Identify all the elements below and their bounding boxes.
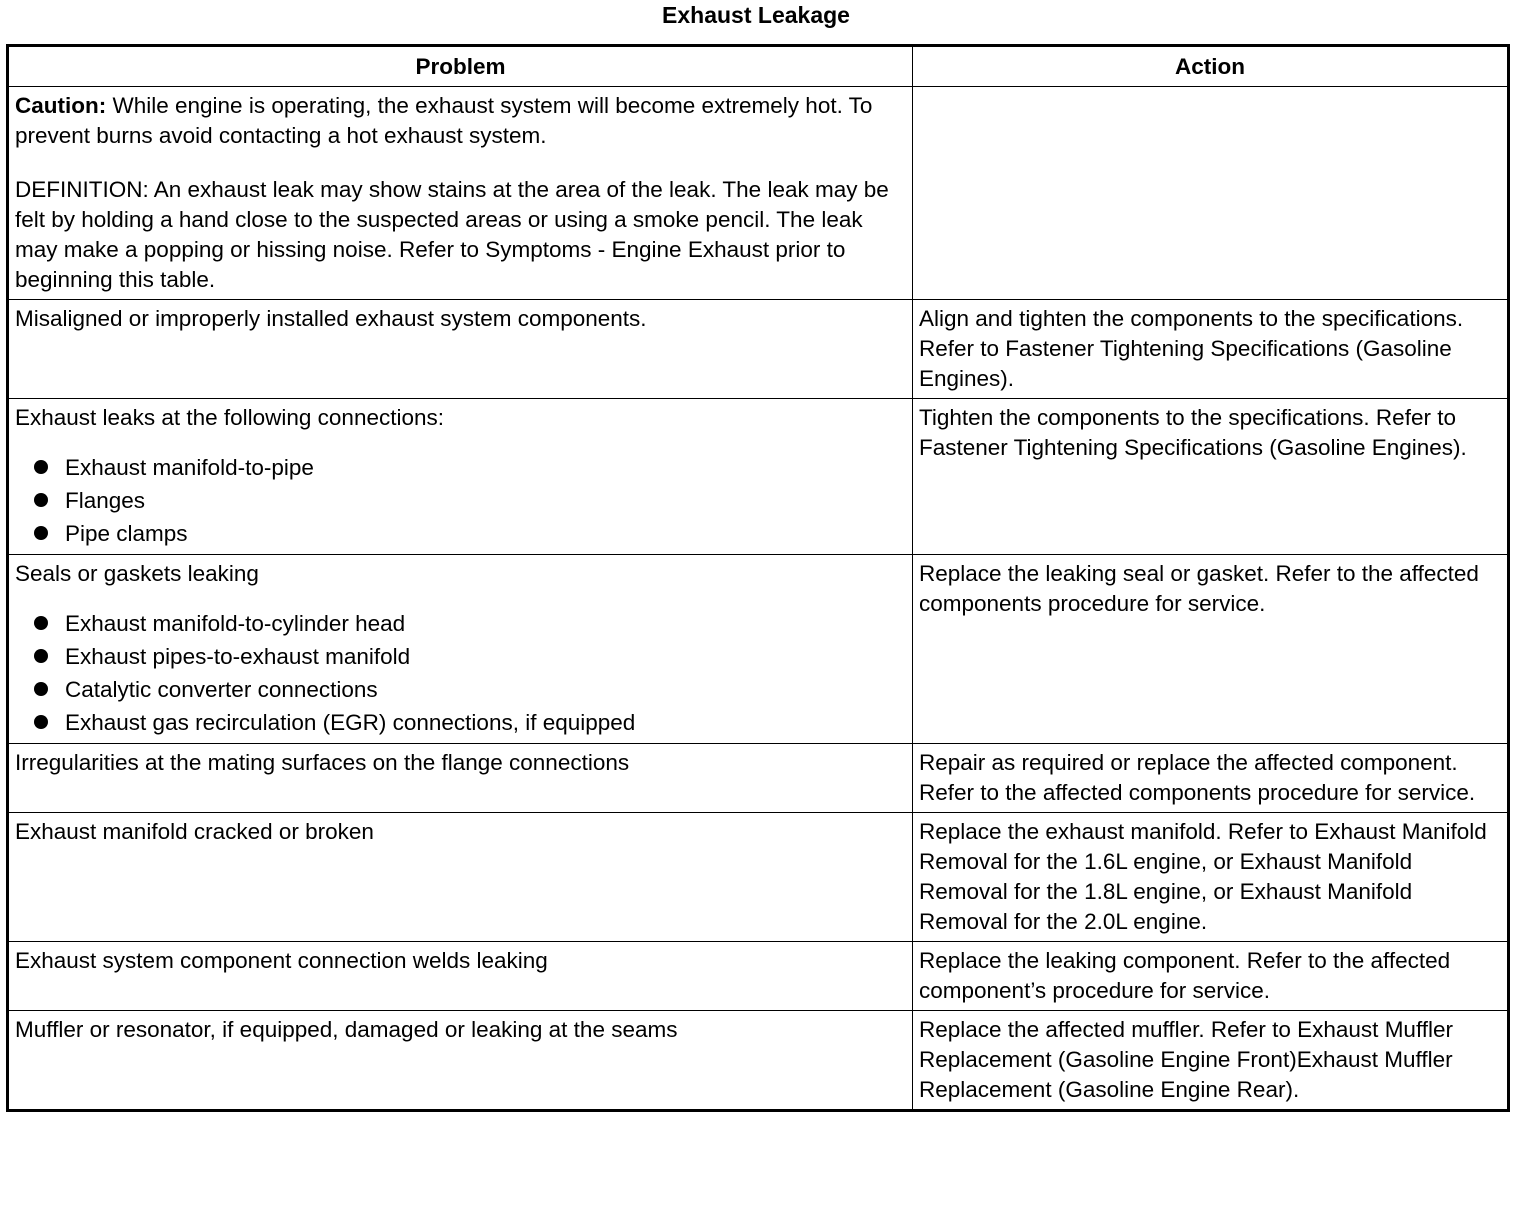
connection-list	[15, 451, 906, 550]
table-header-row	[8, 46, 1509, 87]
table-row	[8, 744, 1509, 813]
problem-cell: Misaligned or improperly installed exhaust system components.	[8, 300, 913, 399]
action-cell: Replace the affected muffler. Refer to Exhaust Muffler Replacement (Gasoline Engine Front)Exhaust Muffler Replacement (Gasoline Engine Rear).	[913, 1011, 1509, 1111]
list-item	[15, 607, 906, 640]
list-item-label: Exhaust pipes-to-exhaust manifold	[65, 644, 411, 669]
bullet-icon	[34, 682, 48, 696]
action-cell: Align and tighten the components to the specifications. Refer to Fastener Tightening Specifications (Gasoline Engines).	[913, 300, 1509, 399]
bullet-icon	[34, 715, 48, 729]
bullet-icon	[34, 493, 48, 507]
caution-note	[15, 91, 906, 151]
list-item-label: Exhaust manifold-to-cylinder head	[65, 611, 406, 636]
problem-text: Seals or gaskets leaking	[15, 561, 259, 586]
problem-column-header: Problem	[8, 46, 913, 87]
list-item-label: Pipe clamps	[65, 521, 188, 546]
intro-row	[8, 87, 1509, 300]
list-item	[15, 484, 906, 517]
list-item-label: Exhaust manifold-to-pipe	[65, 455, 314, 480]
table-row	[8, 555, 1509, 744]
definition-note: DEFINITION: An exhaust leak may show stains at the area of the leak. The leak may be felt by holding a hand close to the suspected areas or using a smoke pencil. The leak may make a popping or hissing noise. Refer to Symptoms - Engine Exhaust prior to beginning this table.	[15, 177, 889, 292]
table-row	[8, 300, 1509, 399]
problem-cell: Exhaust system component connection welds leaking	[8, 942, 913, 1011]
action-cell: Replace the leaking seal or gasket. Refer to the affected components procedure for service.	[913, 555, 1509, 744]
caution-label: Caution:	[15, 93, 107, 118]
problem-cell: Irregularities at the mating surfaces on the flange connections	[8, 744, 913, 813]
action-column-header: Action	[913, 46, 1509, 87]
list-item	[15, 706, 906, 739]
list-item	[15, 451, 906, 484]
document-title: Exhaust Leakage	[662, 2, 850, 28]
exhaust-leakage-table	[6, 44, 1510, 1112]
list-item	[15, 673, 906, 706]
action-cell: Repair as required or replace the affected component. Refer to the affected components procedure for service.	[913, 744, 1509, 813]
table-row	[8, 399, 1509, 555]
bullet-icon	[34, 526, 48, 540]
bullet-icon	[34, 460, 48, 474]
problem-cell	[8, 555, 913, 744]
action-cell: Replace the leaking component. Refer to the affected component’s procedure for service.	[913, 942, 1509, 1011]
bullet-icon	[34, 649, 48, 663]
problem-text: Exhaust leaks at the following connections:	[15, 405, 445, 430]
list-item-label: Exhaust gas recirculation (EGR) connections, if equipped	[65, 710, 636, 735]
problem-cell	[8, 399, 913, 555]
caution-text: While engine is operating, the exhaust system will become extremely hot. To prevent burns avoid contacting a hot exhaust system.	[15, 93, 873, 148]
problem-cell: Muffler or resonator, if equipped, damaged or leaking at the seams	[8, 1011, 913, 1111]
intro-action-cell	[913, 87, 1509, 300]
bullet-icon	[34, 616, 48, 630]
action-cell: Replace the exhaust manifold. Refer to Exhaust Manifold Removal for the 1.6L engine, or Exhaust Manifold Removal for the 1.8L engine, or Exhaust Manifold Removal for the 2.0L engine.	[913, 813, 1509, 942]
table-row	[8, 1011, 1509, 1111]
table-row	[8, 813, 1509, 942]
problem-cell: Exhaust manifold cracked or broken	[8, 813, 913, 942]
table-row	[8, 942, 1509, 1011]
list-item	[15, 517, 906, 550]
list-item-label: Flanges	[65, 488, 146, 513]
action-cell: Tighten the components to the specifications. Refer to Fastener Tightening Specifications (Gasoline Engines).	[913, 399, 1509, 555]
list-item	[15, 640, 906, 673]
seal-list	[15, 607, 906, 739]
list-item-label: Catalytic converter connections	[65, 677, 378, 702]
intro-problem-cell	[8, 87, 913, 300]
